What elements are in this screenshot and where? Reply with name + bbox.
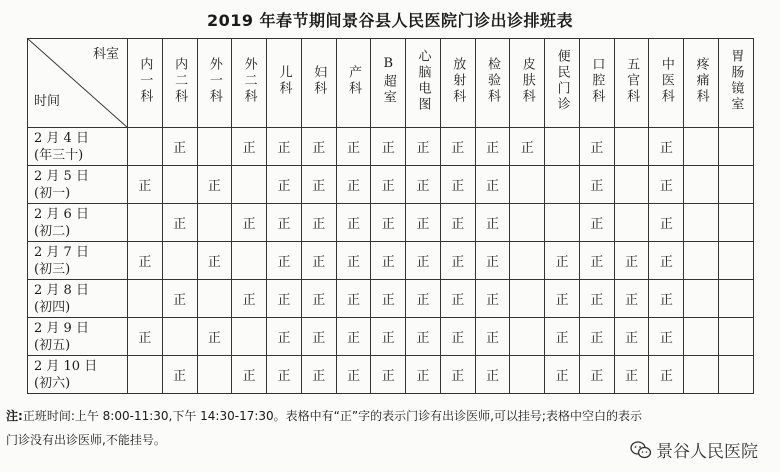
schedule-cell: 正 [475,204,510,242]
schedule-cell: 正 [440,280,475,318]
schedule-cell: 正 [649,204,684,242]
schedule-cell [232,166,267,204]
dept-header-label: 中医科 [658,57,674,105]
dept-header-label: 内二科 [172,57,188,105]
schedule-cell: 正 [475,128,510,166]
date-cell [28,166,128,204]
schedule-cell: 正 [128,242,163,280]
schedule-cell: 正 [579,128,614,166]
schedule-cell [510,280,545,318]
schedule-cell: 正 [301,204,336,242]
schedule-table [27,38,754,394]
schedule-cell: 正 [475,242,510,280]
schedule-cell [719,318,754,356]
schedule-cell: 正 [301,166,336,204]
schedule-cell [684,242,719,280]
lunar-date-label: (年三十) [34,147,84,163]
schedule-cell: 正 [301,356,336,394]
schedule-cell: 正 [232,280,267,318]
schedule-cell [510,204,545,242]
dept-header-label: 内一科 [137,57,153,105]
dept-header [684,39,719,128]
date-cell [28,204,128,242]
schedule-cell [128,204,163,242]
dept-header-label: 儿科 [276,65,292,97]
schedule-cell [684,318,719,356]
schedule-cell: 正 [162,204,197,242]
dept-header-label: 外一科 [206,57,222,105]
schedule-cell [719,280,754,318]
schedule-cell: 正 [232,204,267,242]
schedule-cell [510,242,545,280]
schedule-cell: 正 [128,318,163,356]
date-label: 2 月 8 日 [34,282,89,298]
dept-header-label: 心脑电图 [415,49,431,113]
footnote-label: 注: [6,409,23,423]
lunar-date-label: (初二) [34,223,71,239]
schedule-cell [684,128,719,166]
schedule-cell: 正 [267,128,302,166]
schedule-cell: 正 [579,356,614,394]
dept-header-label: B超室 [380,56,396,106]
schedule-cell [684,356,719,394]
schedule-cell: 正 [336,356,371,394]
dept-header [162,39,197,128]
dept-header-label: 口腔科 [589,57,605,105]
schedule-cell: 正 [406,204,441,242]
schedule-cell [614,166,649,204]
schedule-cell: 正 [197,242,232,280]
schedule-cell: 正 [440,204,475,242]
schedule-cell [128,356,163,394]
dept-header-label: 便民门诊 [554,49,570,113]
schedule-cell [232,242,267,280]
schedule-cell [719,242,754,280]
schedule-cell: 正 [545,280,580,318]
schedule-cell: 正 [614,356,649,394]
schedule-cell [719,356,754,394]
schedule-cell [719,166,754,204]
schedule-cell: 正 [232,356,267,394]
schedule-cell: 正 [371,242,406,280]
dept-header-label: 产科 [345,65,361,97]
dept-header-label: 疼痛科 [693,57,709,105]
schedule-cell: 正 [128,166,163,204]
dept-header [301,39,336,128]
schedule-cell [545,166,580,204]
schedule-cell [684,166,719,204]
schedule-cell: 正 [162,128,197,166]
schedule-cell [128,280,163,318]
corner-label-department: 科室 [92,47,119,62]
schedule-cell: 正 [336,280,371,318]
date-label: 2 月 9 日 [34,320,89,336]
schedule-cell [510,166,545,204]
schedule-cell [545,128,580,166]
watermark-text: 景谷人民医院 [656,442,758,462]
schedule-cell [545,204,580,242]
dept-header [475,39,510,128]
schedule-cell: 正 [649,280,684,318]
page-title: 2019 年春节期间景谷县人民医院门诊出诊排班表 [206,11,574,30]
schedule-cell: 正 [649,356,684,394]
schedule-cell: 正 [510,128,545,166]
schedule-cell: 正 [475,280,510,318]
dept-header [128,39,163,128]
schedule-cell: 正 [371,280,406,318]
schedule-row [28,318,754,356]
dept-header [406,39,441,128]
date-label: 2 月 6 日 [34,206,89,222]
schedule-cell: 正 [267,280,302,318]
schedule-cell: 正 [197,318,232,356]
dept-header-label: 外二科 [241,57,257,105]
schedule-cell: 正 [371,128,406,166]
schedule-cell [162,166,197,204]
schedule-cell [614,204,649,242]
dept-header [371,39,406,128]
schedule-cell: 正 [649,242,684,280]
schedule-cell [197,204,232,242]
lunar-date-label: (初一) [34,185,71,201]
date-cell [28,280,128,318]
schedule-row [28,204,754,242]
date-cell [28,242,128,280]
date-label: 2 月 7 日 [34,244,89,260]
schedule-cell: 正 [614,280,649,318]
schedule-cell: 正 [614,318,649,356]
schedule-cell: 正 [475,356,510,394]
corner-cell [28,39,128,128]
schedule-cell: 正 [301,280,336,318]
dept-header-label: 检验科 [485,57,501,105]
schedule-cell: 正 [475,318,510,356]
schedule-cell: 正 [336,318,371,356]
schedule-row [28,242,754,280]
schedule-cell [162,242,197,280]
schedule-cell: 正 [649,318,684,356]
schedule-cell: 正 [267,204,302,242]
schedule-cell: 正 [406,166,441,204]
schedule-cell: 正 [406,128,441,166]
dept-header-label: 放射科 [450,57,466,105]
wechat-icon [630,440,652,460]
schedule-cell: 正 [336,128,371,166]
schedule-cell: 正 [371,166,406,204]
schedule-cell: 正 [267,166,302,204]
dept-header [510,39,545,128]
date-cell [28,356,128,394]
date-cell [28,128,128,166]
lunar-date-label: (初六) [34,375,71,391]
schedule-cell: 正 [162,356,197,394]
schedule-cell: 正 [440,318,475,356]
schedule-cell: 正 [301,128,336,166]
schedule-row [28,280,754,318]
header-row [28,39,754,128]
schedule-cell: 正 [301,242,336,280]
date-cell [28,318,128,356]
schedule-cell: 正 [336,242,371,280]
schedule-cell: 正 [162,280,197,318]
dept-header [614,39,649,128]
dept-header-label: 妇科 [311,65,327,97]
schedule-cell: 正 [406,318,441,356]
corner-label-time: 时间 [34,94,61,109]
schedule-cell: 正 [371,204,406,242]
date-label: 2 月 5 日 [34,168,89,184]
lunar-date-label: (初五) [34,337,71,353]
schedule-cell: 正 [371,356,406,394]
lunar-date-label: (初四) [34,299,71,315]
schedule-cell: 正 [267,318,302,356]
dept-header [440,39,475,128]
schedule-cell [510,318,545,356]
schedule-cell: 正 [579,166,614,204]
schedule-cell: 正 [649,128,684,166]
schedule-cell: 正 [440,128,475,166]
schedule-cell [232,318,267,356]
schedule-cell [684,204,719,242]
schedule-cell: 正 [440,166,475,204]
dept-header [267,39,302,128]
schedule-cell: 正 [440,242,475,280]
schedule-row [28,166,754,204]
schedule-cell: 正 [197,166,232,204]
schedule-cell: 正 [545,318,580,356]
schedule-cell: 正 [579,280,614,318]
schedule-cell: 正 [301,318,336,356]
dept-header [197,39,232,128]
schedule-cell: 正 [579,242,614,280]
schedule-cell [162,318,197,356]
schedule-cell [510,356,545,394]
schedule-cell: 正 [267,356,302,394]
dept-header [579,39,614,128]
schedule-cell [128,128,163,166]
schedule-row [28,356,754,394]
schedule-cell [197,280,232,318]
schedule-cell [197,128,232,166]
schedule-cell [719,128,754,166]
dept-header-label: 五官科 [624,57,640,105]
schedule-cell: 正 [232,128,267,166]
schedule-cell: 正 [371,318,406,356]
schedule-cell: 正 [440,356,475,394]
schedule-cell: 正 [579,204,614,242]
dept-header [232,39,267,128]
schedule-cell [719,204,754,242]
dept-header [719,39,754,128]
dept-header [336,39,371,128]
schedule-cell: 正 [614,242,649,280]
schedule-cell [684,280,719,318]
schedule-cell: 正 [475,166,510,204]
schedule-cell [197,356,232,394]
schedule-cell: 正 [579,318,614,356]
date-label: 2 月 4 日 [34,130,89,146]
dept-header-label: 皮肤科 [519,57,535,105]
schedule-cell: 正 [545,242,580,280]
schedule-row [28,128,754,166]
dept-header [545,39,580,128]
footnote-line-2: 门诊没有出诊医师,不能挂号。 [6,433,166,447]
schedule-cell: 正 [649,166,684,204]
schedule-cell [614,128,649,166]
footnote-line-1: 正班时间:上午 8:00-11:30,下午 14:30-17:30。表格中有“正”字的表示门诊有出诊医师,可以挂号;表格中空白的表示 [22,409,642,423]
dept-header-label: 胃肠镜室 [728,49,744,113]
schedule-cell: 正 [336,204,371,242]
watermark [630,437,758,462]
date-label: 2 月 10 日 [34,358,98,374]
schedule-cell: 正 [545,356,580,394]
schedule-cell: 正 [267,242,302,280]
schedule-cell: 正 [336,166,371,204]
schedule-cell: 正 [406,280,441,318]
schedule-cell: 正 [406,356,441,394]
lunar-date-label: (初三) [34,261,71,277]
schedule-cell: 正 [406,242,441,280]
dept-header [649,39,684,128]
